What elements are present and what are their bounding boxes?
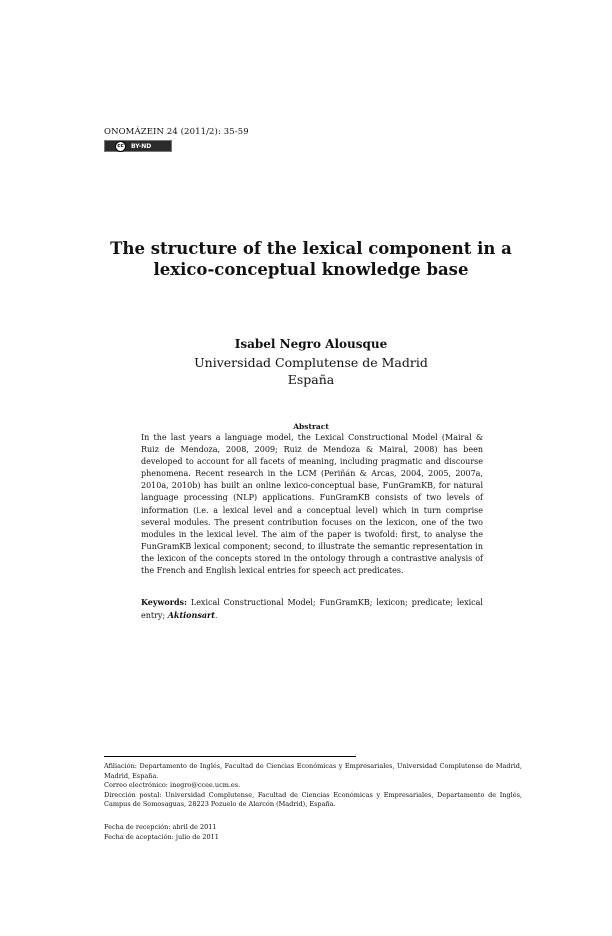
footnotes [104, 762, 522, 810]
submission-dates [104, 823, 522, 842]
license-badge[interactable] [104, 140, 172, 152]
license-label: BY-ND [131, 142, 152, 150]
keywords-end: . [214, 611, 218, 621]
author-affiliation [104, 354, 518, 388]
author-name: Isabel Negro Alousque [234, 337, 388, 351]
postal-note: Dirección postal: Universidad Complutense, Facultad de Ciencias Económicas y Empresariales, Departamento de Inglés, Campus de Somosaguas, 28223 Pozuelo de Alarcón (Madrid), España. [104, 790, 522, 809]
accepted-date: Fecha de aceptación: julio de 2011 [104, 832, 219, 841]
affiliation-note: Afiliación: Departamento de Inglés, Facultad de Ciencias Económicas y Empresariales, Universidad Complutense de Madrid, Madrid, España. [104, 762, 522, 780]
keywords-label: Keywords: [141, 597, 188, 607]
abstract-text: In the last years a language model, the Lexical Constructional Model (Mairal & Ruiz de Mendoza, 2008, 2009; Ruiz de Mendoza & Mairal, 2008) has been developed to account for all facets of meaning, including pragmatic and discourse phenomena. Recent research in the LCM (Periñán & Arcas, 2004, 2005, 2007a, 2010a, 2010b) has built an online lexico-conceptual base, FunGramKB, for natural language processing (NLP) applications. FunGramKB consists of two levels of information (i.e. a lexical level and a conceptual level) which in turn comprise several modules. The present contribution focuses on the lexicon, one of the two modules in the lexical level. The aim of the paper is twofold: first, to analyse the FunGramKB lexical component; second, to illustrate the semantic representation in the lexicon of the concepts stored in the ontology through a contrastive analysis of the French and English lexical entries for speech act predicates. [141, 433, 483, 576]
institution: Universidad Complutense de Madrid [194, 355, 428, 370]
keywords [141, 596, 483, 622]
keywords-italic: Aktionsart [167, 610, 215, 621]
email-note: Correo electrónico: inegro@ccee.ucm.es. [104, 781, 241, 790]
footnote-divider [104, 756, 356, 757]
article-title: The structure of the lexical component in a lexico-conceptual knowledge base [110, 239, 512, 279]
creative-commons-icon: cc [115, 141, 126, 152]
abstract-heading: Abstract [293, 422, 329, 431]
journal-reference: ONOMÁZEIN 24 (2011/2): 35-59 [104, 127, 249, 137]
received-date: Fecha de recepción: abril de 2011 [104, 823, 217, 831]
keywords-text: Lexical Constructional Model; FunGramKB; lexicon; predicate; lexical entry; [141, 598, 483, 621]
country: España [287, 372, 335, 387]
